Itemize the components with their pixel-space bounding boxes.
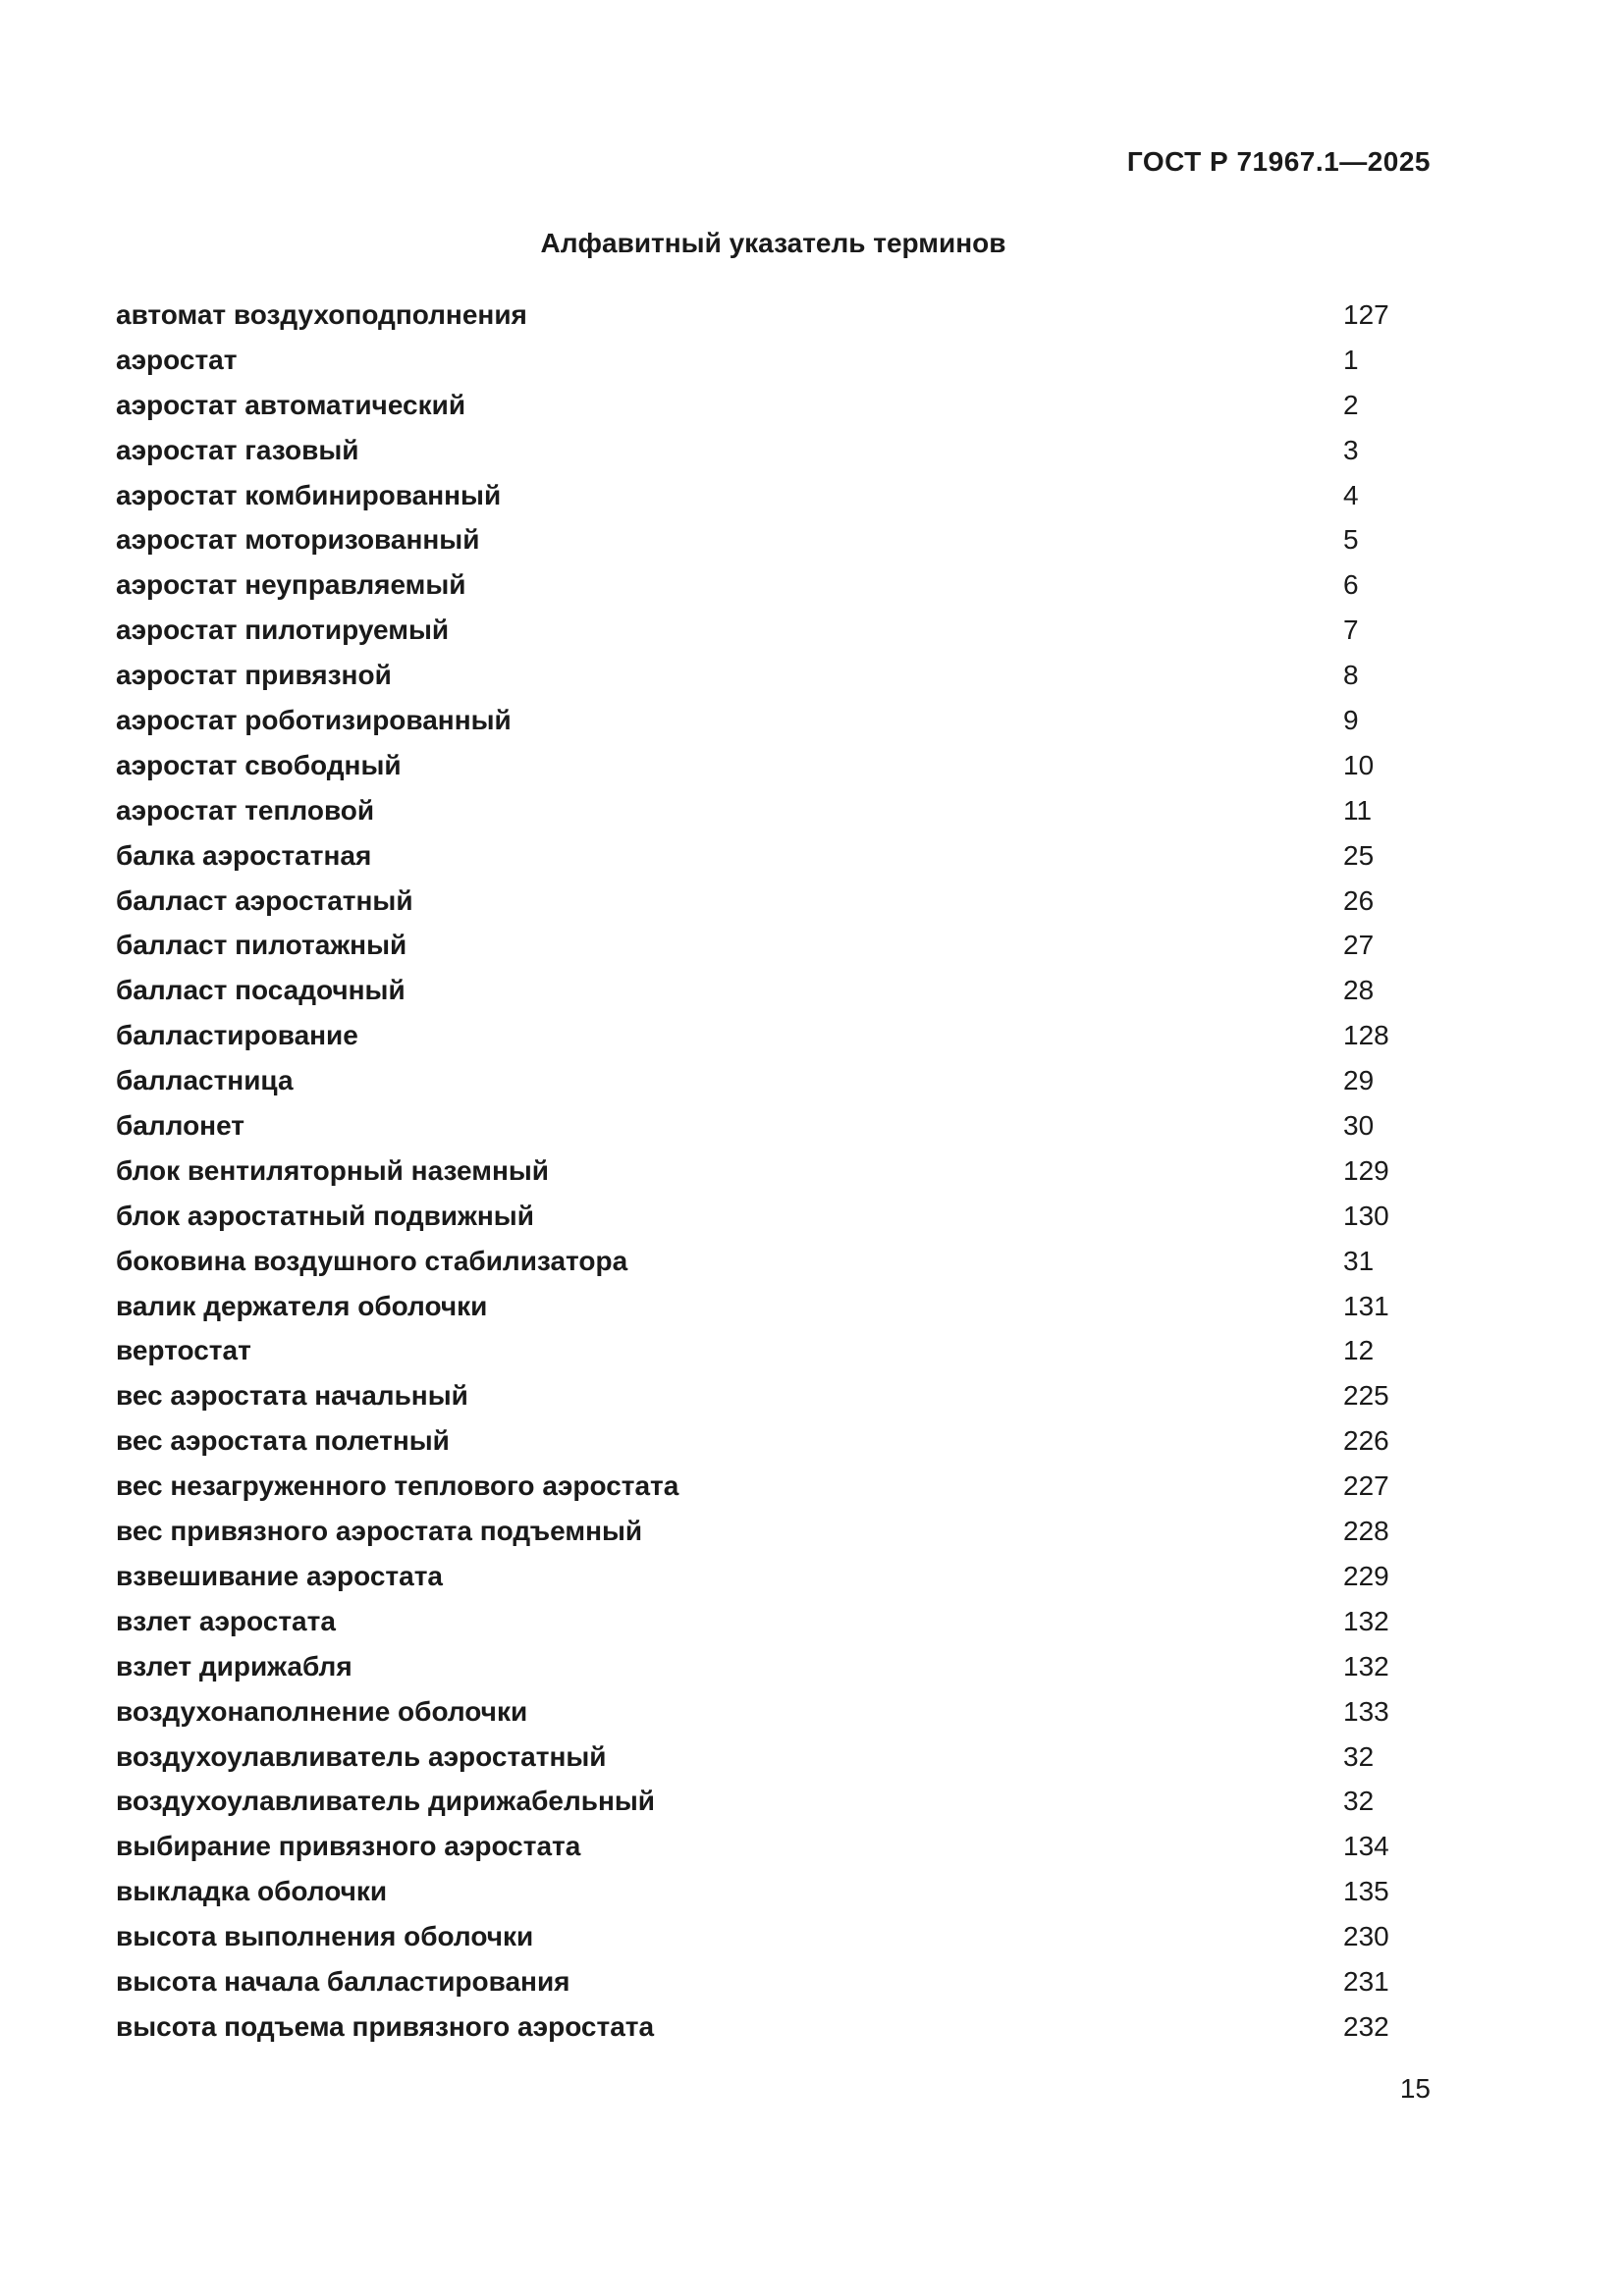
index-entry-row xyxy=(116,653,1431,698)
index-term: балластирование xyxy=(116,1020,358,1051)
index-entry-row xyxy=(116,788,1431,833)
index-entry-row xyxy=(116,879,1431,924)
index-term-number: 226 xyxy=(1343,1425,1389,1457)
index-entry-row xyxy=(116,1599,1431,1644)
index-term: вертостат xyxy=(116,1335,251,1366)
index-term: блок аэростатный подвижный xyxy=(116,1200,534,1231)
index-term: балластница xyxy=(116,1065,294,1096)
index-entry-row xyxy=(116,473,1431,518)
index-term-number: 32 xyxy=(1343,1740,1375,1772)
index-term: высота подъема привязного аэростата xyxy=(116,2010,655,2042)
index-term: воздухоулавливатель аэростатный xyxy=(116,1740,607,1772)
index-term-number: 5 xyxy=(1343,524,1359,556)
doc-code-header: ГОСТ Р 71967.1—2025 xyxy=(1126,146,1431,177)
index-entry-row xyxy=(116,517,1431,562)
index-term: блок вентиляторный наземный xyxy=(116,1154,549,1186)
index-entry-row xyxy=(116,743,1431,788)
index-term: аэростат роботизированный xyxy=(116,705,512,736)
index-term: воздухонаполнение оболочки xyxy=(116,1695,528,1727)
index-term-number: 128 xyxy=(1343,1020,1389,1051)
index-term: аэростат свободный xyxy=(116,749,402,780)
index-term: взвешивание аэростата xyxy=(116,1560,444,1591)
index-term-number: 12 xyxy=(1343,1335,1375,1366)
index-term-number: 27 xyxy=(1343,930,1375,961)
index-term-number: 132 xyxy=(1343,1605,1389,1636)
index-term-number: 227 xyxy=(1343,1470,1389,1502)
index-entry-row xyxy=(116,923,1431,968)
index-entry-row xyxy=(116,608,1431,653)
index-term: автомат воздухоподполнения xyxy=(116,299,527,330)
index-term-number: 225 xyxy=(1343,1380,1389,1412)
index-term: аэростат газовый xyxy=(116,434,359,465)
index-term-number: 9 xyxy=(1343,705,1359,736)
index-entry-row xyxy=(116,383,1431,428)
index-term: балласт посадочный xyxy=(116,975,406,1006)
index-term: выбирание привязного аэростата xyxy=(116,1831,581,1862)
page-title: Алфавитный указатель терминов xyxy=(540,228,1006,258)
index-entry-row xyxy=(116,1418,1431,1464)
index-entry-row xyxy=(116,1284,1431,1329)
index-term: аэростат автоматический xyxy=(116,389,466,420)
index-entry-row xyxy=(116,698,1431,743)
index-term-number: 231 xyxy=(1343,1965,1389,1997)
index-term: вес аэростата полетный xyxy=(116,1425,450,1457)
index-term: аэростат комбинированный xyxy=(116,479,502,510)
index-term: аэростат xyxy=(116,344,238,375)
index-term-number: 229 xyxy=(1343,1560,1389,1591)
index-term-number: 1 xyxy=(1343,344,1359,375)
index-entry-row xyxy=(116,338,1431,383)
index-term: валик держателя оболочки xyxy=(116,1290,488,1321)
index-entry-row xyxy=(116,1239,1431,1284)
index-entry-row xyxy=(116,1194,1431,1239)
index-term: балласт пилотажный xyxy=(116,930,407,961)
index-term: взлет аэростата xyxy=(116,1605,336,1636)
index-term: баллонет xyxy=(116,1110,245,1142)
index-term: взлет дирижабля xyxy=(116,1650,352,1682)
page-number: 15 xyxy=(1399,2073,1431,2104)
index-entry-row xyxy=(116,562,1431,608)
index-term: балка аэростатная xyxy=(116,839,372,871)
index-entry-row xyxy=(116,1959,1431,2004)
index-term-number: 132 xyxy=(1343,1650,1389,1682)
index-term-number: 3 xyxy=(1343,434,1359,465)
index-term-number: 29 xyxy=(1343,1065,1375,1096)
index-entry-row xyxy=(116,1328,1431,1373)
index-term-number: 134 xyxy=(1343,1831,1389,1862)
index-term: аэростат тепловой xyxy=(116,794,375,826)
index-entry-row xyxy=(116,1103,1431,1148)
index-entry-row xyxy=(116,1058,1431,1103)
index-term-number: 6 xyxy=(1343,569,1359,601)
index-term-number: 4 xyxy=(1343,479,1359,510)
index-term: аэростат моторизованный xyxy=(116,524,480,556)
index-entry-row xyxy=(116,1689,1431,1735)
index-entry-row xyxy=(116,1644,1431,1689)
index-term-number: 232 xyxy=(1343,2010,1389,2042)
index-entry-row xyxy=(116,293,1431,338)
index-term: вес привязного аэростата подъемный xyxy=(116,1516,643,1547)
index-entry-row xyxy=(116,1013,1431,1058)
index-term-number: 129 xyxy=(1343,1154,1389,1186)
index-term-number: 32 xyxy=(1343,1786,1375,1817)
index-entry-row xyxy=(116,2004,1431,2050)
index-term-number: 230 xyxy=(1343,1921,1389,1952)
index-term-number: 8 xyxy=(1343,660,1359,691)
index-entry-row xyxy=(116,1464,1431,1509)
index-entry-row xyxy=(116,1779,1431,1824)
index-entry-row xyxy=(116,968,1431,1013)
index-entry-row xyxy=(116,1373,1431,1418)
index-term-number: 11 xyxy=(1343,794,1373,826)
index-term-number: 30 xyxy=(1343,1110,1375,1142)
index-term: вес аэростата начальный xyxy=(116,1380,468,1412)
index-term: аэростат привязной xyxy=(116,660,392,691)
index-entry-row xyxy=(116,1509,1431,1554)
index-entry-row xyxy=(116,1824,1431,1869)
index-entry-row xyxy=(116,1914,1431,1959)
index-list xyxy=(116,293,1431,2050)
index-term: воздухоулавливатель дирижабельный xyxy=(116,1786,655,1817)
index-entry-row xyxy=(116,1554,1431,1599)
index-term-number: 2 xyxy=(1343,389,1359,420)
index-term-number: 127 xyxy=(1343,299,1389,330)
index-term: балласт аэростатный xyxy=(116,884,413,916)
index-term-number: 28 xyxy=(1343,975,1375,1006)
index-term: аэростат пилотируемый xyxy=(116,614,450,646)
index-entry-row xyxy=(116,833,1431,879)
index-term-number: 31 xyxy=(1343,1245,1375,1276)
index-term: аэростат неуправляемый xyxy=(116,569,466,601)
index-term-number: 7 xyxy=(1343,614,1359,646)
index-term: высота начала балластирования xyxy=(116,1965,570,1997)
index-term-number: 25 xyxy=(1343,839,1375,871)
index-term-number: 10 xyxy=(1343,749,1375,780)
index-entry-row xyxy=(116,1148,1431,1194)
index-term-number: 133 xyxy=(1343,1695,1389,1727)
index-entry-row xyxy=(116,428,1431,473)
index-term: боковина воздушного стабилизатора xyxy=(116,1245,628,1276)
index-entry-row xyxy=(116,1735,1431,1780)
index-term: высота выполнения оболочки xyxy=(116,1921,534,1952)
index-term-number: 26 xyxy=(1343,884,1375,916)
index-term-number: 228 xyxy=(1343,1516,1389,1547)
index-term-number: 130 xyxy=(1343,1200,1389,1231)
index-term: вес незагруженного теплового аэростата xyxy=(116,1470,679,1502)
index-term-number: 131 xyxy=(1343,1290,1389,1321)
index-term: выкладка оболочки xyxy=(116,1876,388,1907)
index-term-number: 135 xyxy=(1343,1876,1389,1907)
index-entry-row xyxy=(116,1869,1431,1914)
